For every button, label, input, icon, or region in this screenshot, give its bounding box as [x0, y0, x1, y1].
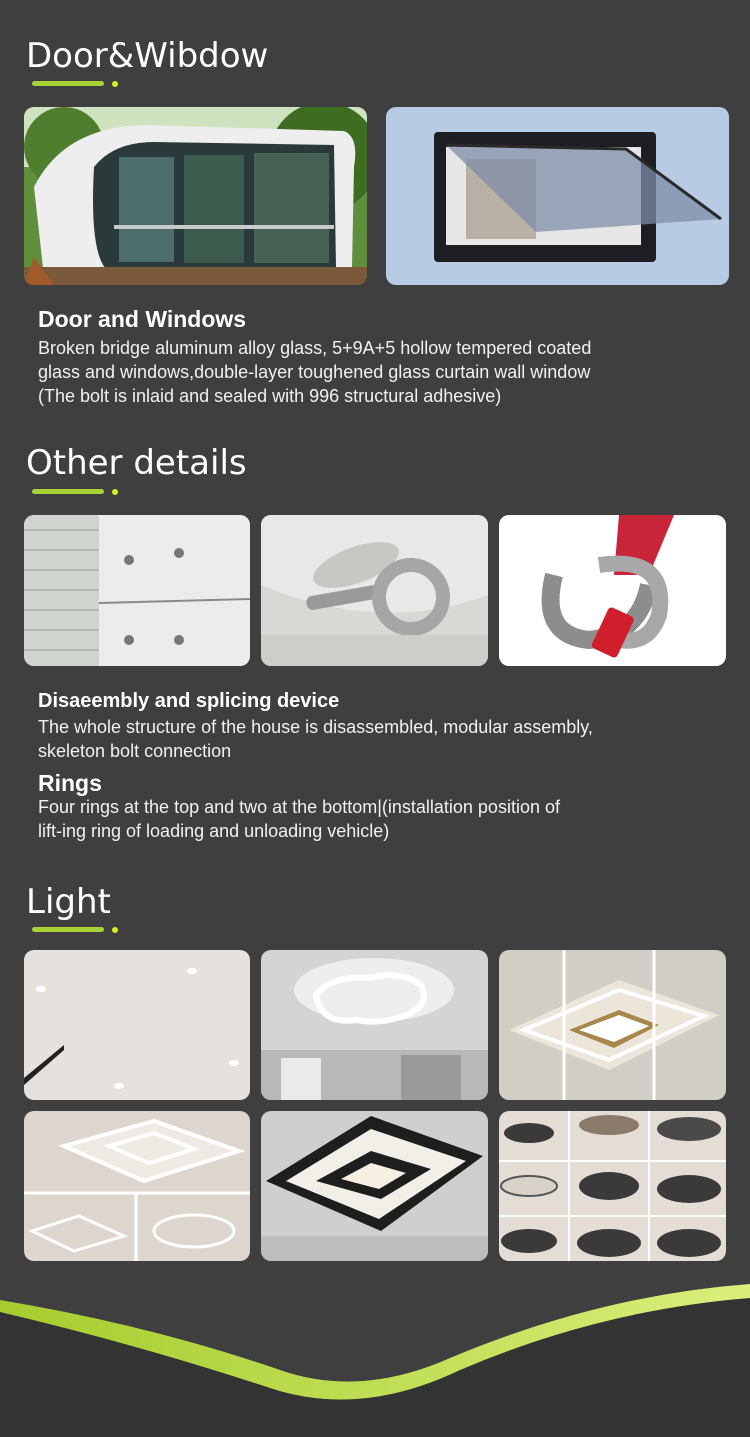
- disassembly-heading: Disaeembly and splicing device: [38, 690, 340, 712]
- title-dot: [112, 489, 118, 495]
- rings-heading: Rings: [38, 770, 102, 796]
- downlight-ceiling-photo: [24, 950, 250, 1100]
- disassembly-desc-line: skeleton bolt connection: [38, 741, 232, 761]
- bolt-splice-photo: [24, 515, 250, 666]
- disassembly-description: [38, 715, 678, 763]
- rings-description: [38, 795, 678, 843]
- shackle-photo: [499, 515, 726, 666]
- section-title-other-details: Other details: [26, 443, 247, 483]
- section-title-light: Light: [26, 882, 111, 922]
- spiral-square-light-photo: [261, 1111, 488, 1261]
- square-ceiling-light-photo: [499, 950, 726, 1100]
- awning-window-photo: [386, 107, 729, 285]
- rings-desc-line: lift-ing ring of loading and unloading vehicle): [38, 821, 390, 841]
- rectangle-light-collage-photo: [24, 1111, 250, 1261]
- rings-desc-line: Four rings at the top and two at the bottom|(installation position of: [38, 797, 560, 817]
- title-underline: [32, 489, 104, 494]
- title-underline: [32, 927, 104, 932]
- lifting-eye-bolt-photo: [261, 515, 488, 666]
- door-desc-line: Broken bridge aluminum alloy glass, 5+9A+5 hollow tempered coated: [38, 338, 592, 358]
- capsule-house-photo: [24, 107, 367, 285]
- title-underline: [32, 81, 104, 86]
- wavy-ceiling-light-photo: [261, 950, 488, 1100]
- door-windows-heading: Door and Windows: [38, 306, 247, 332]
- door-desc-line: (The bolt is inlaid and sealed with 996 structural adhesive): [38, 386, 502, 406]
- decorative-swoosh: [0, 1270, 750, 1437]
- title-dot: [112, 81, 118, 87]
- door-desc-line: glass and windows,double-layer toughened glass curtain wall window: [38, 362, 591, 382]
- light-styles-grid-photo: [499, 1111, 726, 1261]
- section-title-door: Door&Wibdow: [26, 36, 269, 76]
- disassembly-desc-line: The whole structure of the house is disassembled, modular assembly,: [38, 717, 593, 737]
- title-dot: [112, 927, 118, 933]
- door-windows-description: [38, 336, 678, 408]
